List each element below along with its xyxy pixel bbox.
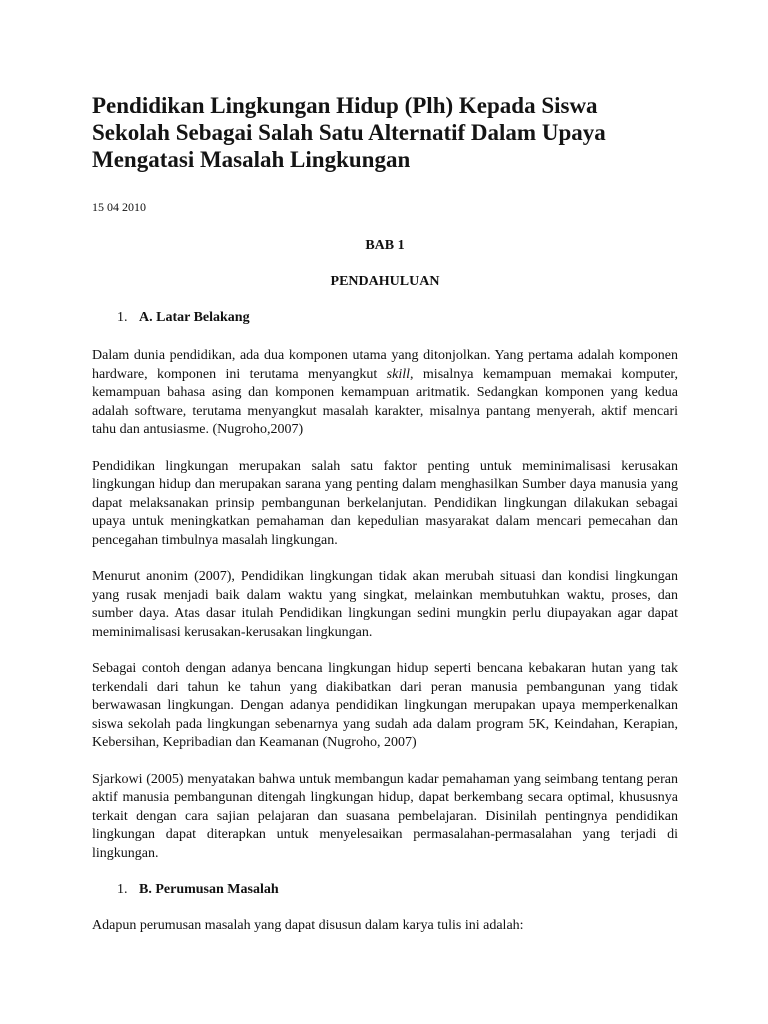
paragraph-2: Pendidikan lingkungan merupakan salah satu faktor penting untuk meminimalisasi kerusakan lingkungan hidup dan merupakan sarana yang penting dalam menghasilkan Sumber daya manusia yang dapat melaksanakan prinsip pembangunan berkelanjutan. Pendidikan lingkungan dilakukan sebagai upaya untuk meningkatkan pemahaman dan kepedulian masyarakat dalam mencari pemecahan dan pencegahan timbulnya masalah lingkungan. bbox=[92, 458, 678, 548]
paragraph-5: Sjarkowi (2005) menyatakan bahwa untuk membangun kadar pemahaman yang seimbang tentang peran aktif manusia pembangunan ditengah lingkungan hidup, dapat berkembang secara optimal, khususnya terkait dengan cara sajian pelajaran dan suasana pembelajaran. Disinilah pentingnya pendidikan lingkungan dapat diterapkan untuk menyelesaikan permasalahan-permasalahan yang terjadi di lingkungan. bbox=[92, 771, 678, 861]
chapter-heading: BAB 1 bbox=[365, 238, 405, 253]
paragraph-4: Sebagai contoh dengan adanya bencana lingkungan hidup seperti bencana kebakaran hutan yang tak terkendali dari tahun ke tahun yang diakibatkan dari peran manusia pembangunan yang tidak berwawasan lingkungan. Dengan adanya pendidikan lingkungan merupakan upaya memperkenalkan siswa sekolah pada lingkungan sebenarnya yang sudah ada dalam program 5K, Keindahan, Kerapian, Kebersihan, Kepribadian dan Keamanan (Nugroho, 2007) bbox=[92, 661, 678, 750]
paragraph-1-text-after: , misalnya kemampuan memakai komputer, kemampuan bahasa asing dan komponen kemampuan aritmatik. Sedangkan komponen yang kedua adalah software, terutama menyangkut masalah karakter, misalnya pantang menyerah, aktif mencari tahu dan antusiasme. (Nugroho,2007) bbox=[92, 366, 679, 437]
paragraph-1 bbox=[92, 347, 678, 440]
publish-date: 15 04 2010 bbox=[92, 200, 146, 214]
paragraph-1-italic: skill bbox=[386, 366, 411, 382]
chapter-title: PENDAHULUAN bbox=[330, 274, 440, 289]
paragraph-3: Menurut anonim (2007), Pendidikan lingkungan tidak akan merubah situasi dan kondisi lingkungan yang rusak menjadi baik dalam waktu yang singkat, melainkan membutuhkan waktu, proses, dan sumber daya. Atas dasar itulah Pendidikan lingkungan sedini mungkin perlu diupayakan agar dapat meminimalisasi kerusakan-kerusakan lingkungan. bbox=[92, 569, 678, 640]
paragraph-1-text-before: Dalam dunia pendidikan, ada dua komponen utama yang ditonjolkan. Yang pertama adalah komponen hardware, komponen ini terutama menyangkut bbox=[92, 348, 678, 382]
paragraph-6: Adapun perumusan masalah yang dapat disusun dalam karya tulis ini adalah: bbox=[92, 918, 524, 933]
list-number: 1. bbox=[117, 882, 128, 897]
list-number: 1. bbox=[117, 310, 128, 325]
document-title: Pendidikan Lingkungan Hidup (Plh) Kepada Siswa Sekolah Sebagai Salah Satu Alternatif Dalam Upaya Mengatasi Masalah Lingkungan bbox=[92, 93, 606, 172]
section-heading-latar-belakang bbox=[92, 309, 678, 327]
section-label: B. Perumusan Masalah bbox=[139, 882, 279, 897]
section-label: A. Latar Belakang bbox=[139, 310, 250, 325]
section-heading-perumusan-masalah bbox=[92, 881, 678, 899]
